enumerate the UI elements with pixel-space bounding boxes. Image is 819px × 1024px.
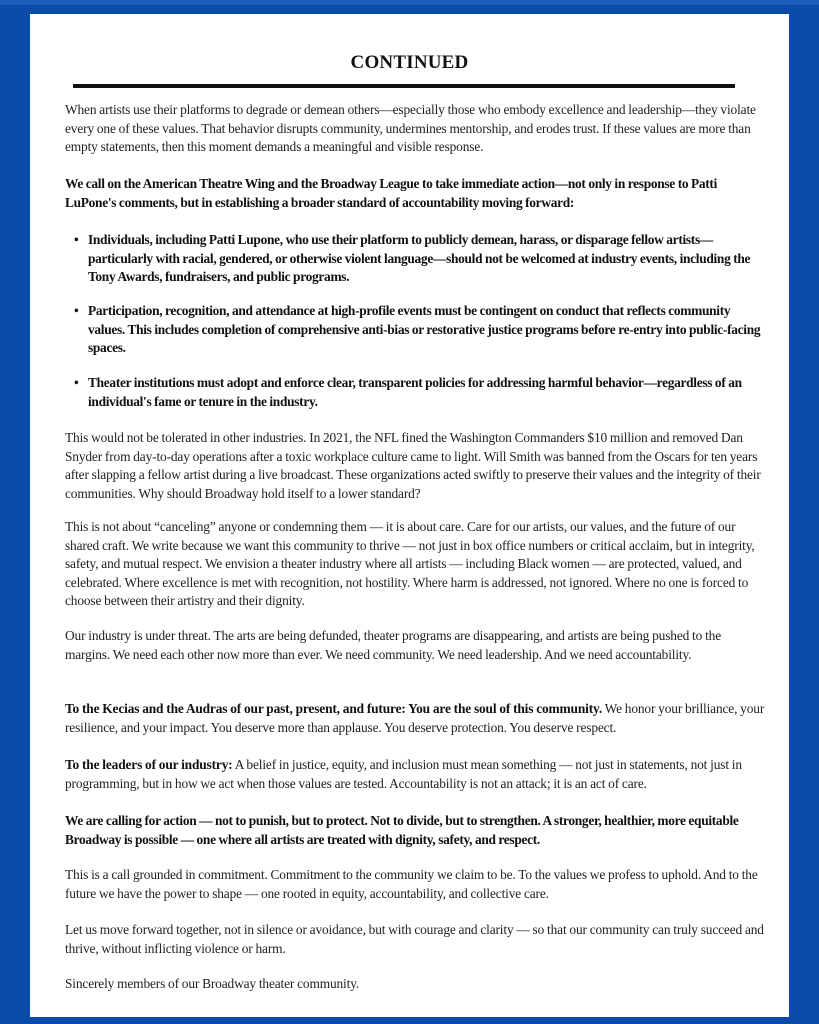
paragraph-kecias-audras [65, 700, 765, 737]
paragraph-commitment: This is a call grounded in commitment. Commitment to the community we claim to be. To the values we profess to uphold. And to the future we have the power to shape — one rooted in equity, accountability, and collective care. [65, 867, 758, 901]
paragraph-move-forward: Let us move forward together, not in silence or avoidance, but with courage and clarity — so that our community can truly succeed and thrive, without inflicting violence or harm. [65, 922, 764, 956]
bullet-icon: • [74, 303, 79, 318]
paragraph-body: A belief in justice, equity, and inclusion must mean something — not just in statements, not just in programming, but in how we act when those values are tested. Accountability is not an attack; it is an act of care. [65, 757, 742, 791]
frame-top-band [0, 0, 819, 5]
list-item [74, 231, 764, 287]
paragraph-about-care: This is not about “canceling” anyone or condemning them — it is about care. Care for our artists, our values, and the future of our shared craft. We write because we want this community to thrive — not just in box office numbers or critical acclaim, but in integrity, safety, and mutual respect. We envision a theater industry where all artists — including Black women — are protected, valued, and celebrated. Where excellence is met with recognition, not hostility. Where harm is addressed, not ignored. Where no one is forced to choose between their artistry and their dignity. [65, 519, 755, 609]
paragraph-industry-threat: Our industry is under threat. The arts are being defunded, theater programs are disappearing, and artists are being pushed to the margins. We need each other now more than ever. We need community. We need leadership. And we need accountability. [65, 628, 721, 662]
list-item-text: Theater institutions must adopt and enforce clear, transparent policies for addressing harmful behavior—regardless of an individual's fame or tenure in the industry. [88, 375, 742, 409]
bullet-icon: • [74, 375, 79, 390]
paragraph-call-to-action: We call on the American Theatre Wing and the Broadway League to take immediate action—not only in response to Patti LuPone's comments, but in establishing a broader standard of accountability moving forward: [65, 176, 718, 210]
list-item-text: Individuals, including Patti Lupone, who use their platform to publicly demean, harass, or disparage fellow artists—particularly with racial, gendered, or otherwise violent language—should not be welcomed at industry events, including the Tony Awards, fundraisers, and public programs. [88, 232, 751, 285]
paragraph-lead-bold: To the leaders of our industry: [65, 757, 233, 772]
list-item [74, 302, 764, 358]
signature: Sincerely members of our Broadway theater community. [65, 976, 360, 991]
heading-rule [73, 84, 735, 88]
bullet-icon: • [74, 232, 79, 247]
paragraph-leaders [65, 756, 765, 793]
page-heading: CONTINUED [350, 52, 469, 73]
list-item [74, 374, 764, 411]
paragraph-other-industries: This would not be tolerated in other industries. In 2021, the NFL fined the Washington Commanders $10 million and removed Dan Snyder from day-to-day operations after a toxic workplace culture came to light. Will Smith was banned from the Oscars for ten years after slapping a fellow artist during a live broadcast. These organizations acted swiftly to preserve their values and the integrity of their communities. Why should Broadway hold itself to a lower standard? [65, 430, 761, 501]
paragraph-values: When artists use their platforms to degrade or demean others—especially those who embody excellence and leadership—they violate every one of these values. That behavior disrupts community, undermines mentorship, and erodes trust. If these values are more than empty statements, then this moment demands a meaningful and visible response. [65, 102, 756, 155]
paragraph-calling-for-action: We are calling for action — not to punish, but to protect. Not to divide, but to strengthen. A stronger, healthier, more equitable Broadway is possible — one where all artists are treated with dignity, safety, and respect. [65, 813, 739, 847]
paragraph-body: We honor your brilliance, your resilience, and your impact. You deserve more than applause. You deserve protection. You deserve respect. [65, 701, 765, 735]
list-item-text: Participation, recognition, and attendance at high-profile events must be contingent on conduct that reflects community values. This includes completion of comprehensive anti-bias or restorative justice programs before re-entry into public-facing spaces. [88, 303, 761, 356]
paragraph-lead-bold: To the Kecias and the Audras of our past, present, and future: You are the soul of this community. [65, 701, 603, 716]
